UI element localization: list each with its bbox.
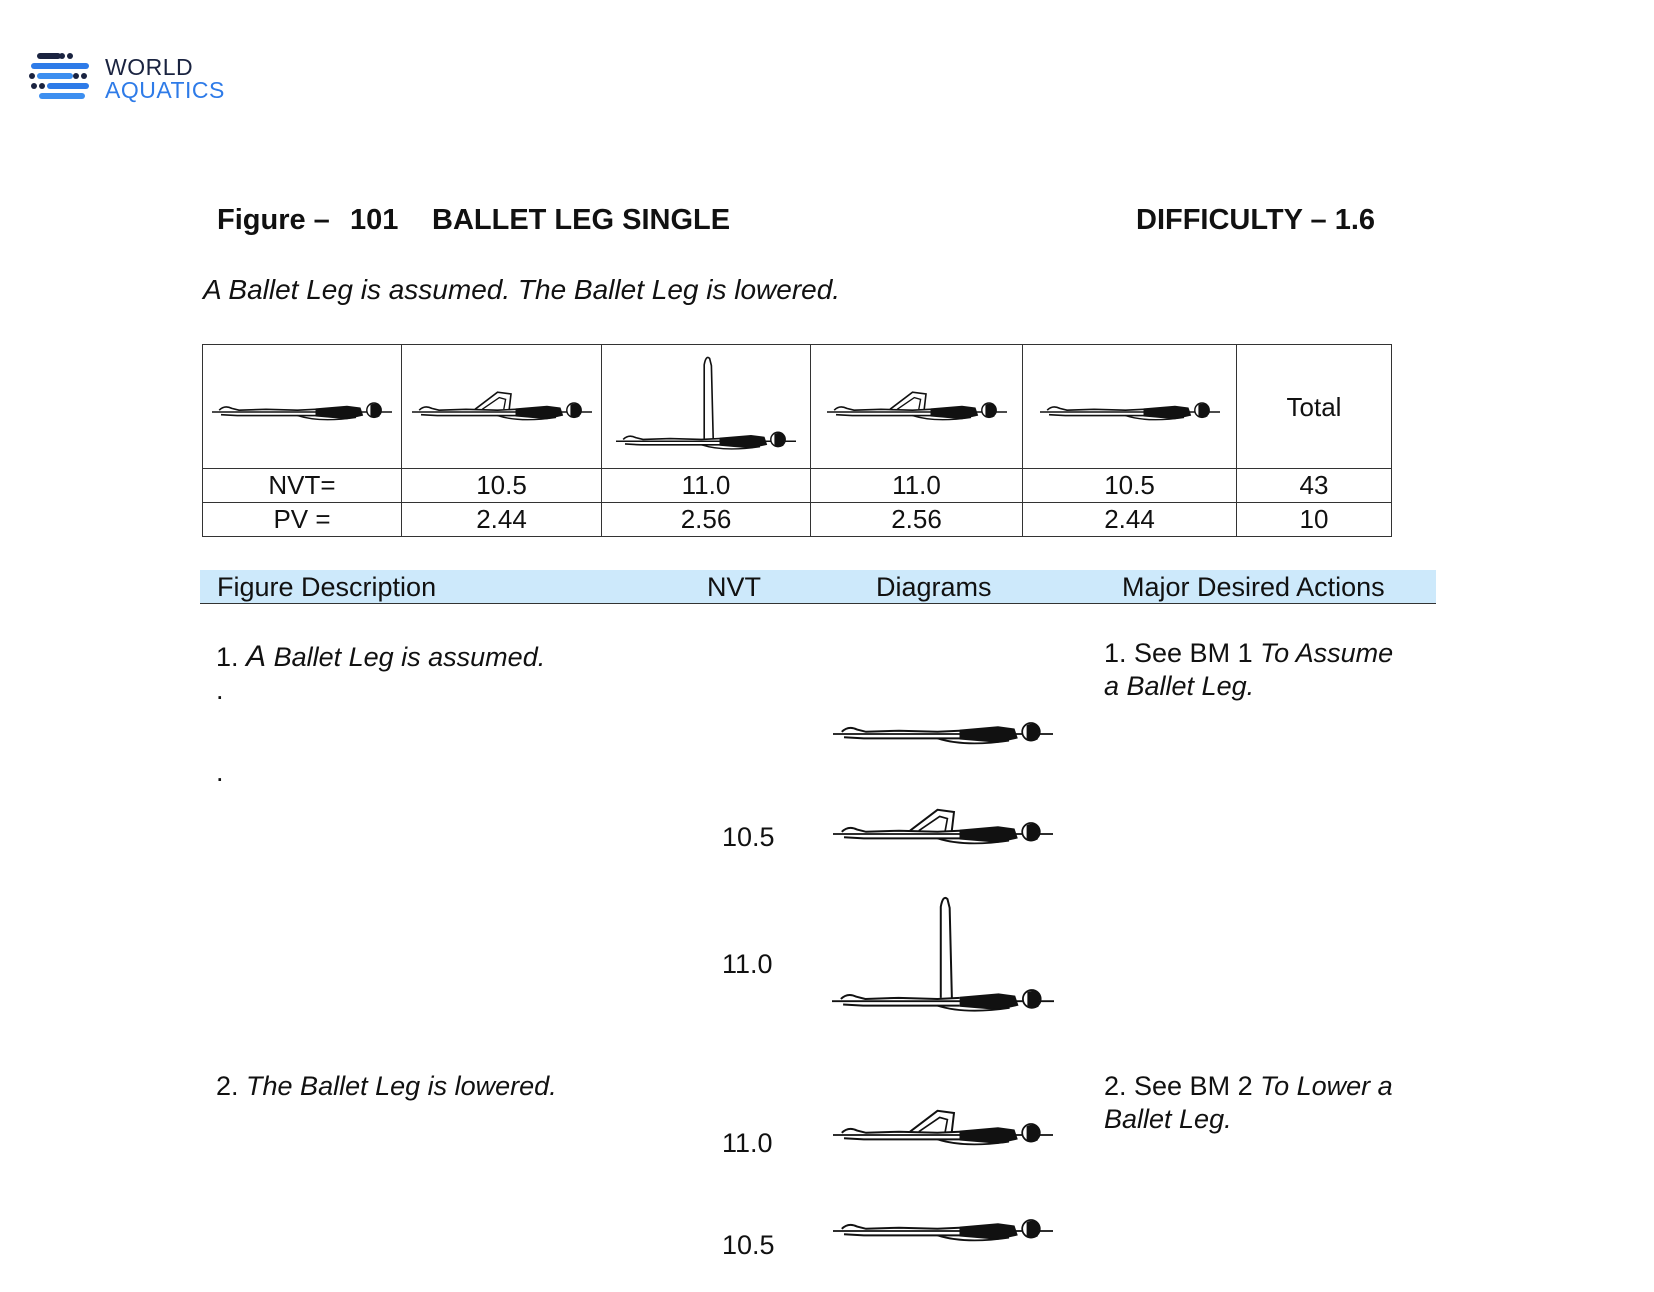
- logo-line-2: AQUATICS: [105, 77, 225, 103]
- nvt-value: 11.0: [602, 469, 811, 503]
- step-1-description: [216, 640, 545, 674]
- major-actions-heading: Major Desired Actions: [1122, 572, 1385, 602]
- action-text: 1. See BM 1: [1104, 638, 1261, 668]
- figure-summary: A Ballet Leg is assumed. The Ballet Leg is lowered.: [203, 274, 841, 305]
- step-1-action: [1104, 637, 1393, 703]
- nvt-total: 43: [1237, 469, 1392, 503]
- swimmer-bent-knee-icon: [412, 368, 592, 438]
- logo-line-1: WORLD: [105, 54, 194, 80]
- swimmer-flat-icon: [1040, 368, 1220, 438]
- swimmer-flat-icon: [212, 368, 392, 438]
- nvt-value: 10.5: [1023, 469, 1237, 503]
- figure-number: 101: [350, 204, 399, 236]
- swimmer-bent-knee-icon: [827, 368, 1007, 438]
- step-2-text: The Ballet Leg is lowered.: [238, 1071, 557, 1101]
- section-header: [200, 570, 1436, 604]
- swimmer-flat-icon: [832, 690, 1054, 756]
- action-text-line-2: Ballet Leg.: [1104, 1104, 1232, 1134]
- nvt-heading: NVT: [707, 572, 761, 602]
- swimmer-ballet-leg-icon: [616, 351, 796, 455]
- action-text: 2. See BM 2: [1104, 1071, 1261, 1101]
- pv-label: PV =: [203, 503, 402, 537]
- position-diagram: [1023, 345, 1237, 469]
- scoring-table: [202, 344, 1392, 537]
- swimmer-ballet-leg-icon: [832, 890, 1054, 1018]
- diagram-nvt-value: 11.0: [722, 1128, 773, 1158]
- table-row: [203, 345, 1392, 469]
- pv-total: 10: [1237, 503, 1392, 537]
- step-2-description: [216, 1070, 557, 1103]
- step-1-dot: .: [216, 757, 224, 787]
- step-1-text: Ballet Leg is assumed.: [266, 642, 546, 672]
- diagram-nvt-value: 10.5: [722, 822, 775, 852]
- action-link-text: To Lower a: [1260, 1071, 1393, 1101]
- position-diagram: [602, 345, 811, 469]
- pv-value: 2.44: [402, 503, 602, 537]
- figure-label: Figure –: [217, 204, 330, 236]
- step-2-action: [1104, 1070, 1393, 1136]
- world-aquatics-logo: [28, 50, 268, 110]
- pv-value: 2.56: [811, 503, 1023, 537]
- action-link-text: To Assume: [1260, 638, 1394, 668]
- nvt-value: 10.5: [402, 469, 602, 503]
- step-number: 1.: [216, 642, 239, 672]
- step-number: 2.: [216, 1071, 239, 1101]
- figure-description-heading: Figure Description: [217, 572, 437, 602]
- logo-mark-icon: [28, 50, 98, 110]
- swimmer-bent-knee-icon: [832, 790, 1054, 856]
- diagrams-heading: Diagrams: [876, 572, 992, 602]
- position-diagram: [811, 345, 1023, 469]
- diagram-nvt-value: 11.0: [722, 949, 773, 979]
- step-1-dot: .: [216, 675, 224, 705]
- pv-value: 2.44: [1023, 503, 1237, 537]
- swimmer-bent-knee-icon: [832, 1091, 1054, 1157]
- table-row-nvt: [203, 469, 1392, 503]
- table-row-pv: [203, 503, 1392, 537]
- step-1-first-word: A: [246, 640, 267, 673]
- action-text-line-2: a Ballet Leg.: [1104, 671, 1255, 701]
- total-header: Total: [1237, 345, 1392, 469]
- swimmer-flat-icon: [832, 1187, 1054, 1253]
- position-diagram: [402, 345, 602, 469]
- figure-title: BALLET LEG SINGLE: [432, 204, 731, 236]
- pv-value: 2.56: [602, 503, 811, 537]
- nvt-label: NVT=: [203, 469, 402, 503]
- difficulty: DIFFICULTY – 1.6: [1136, 204, 1376, 236]
- position-diagram: [203, 345, 402, 469]
- diagram-nvt-value: 10.5: [722, 1230, 775, 1260]
- nvt-value: 11.0: [811, 469, 1023, 503]
